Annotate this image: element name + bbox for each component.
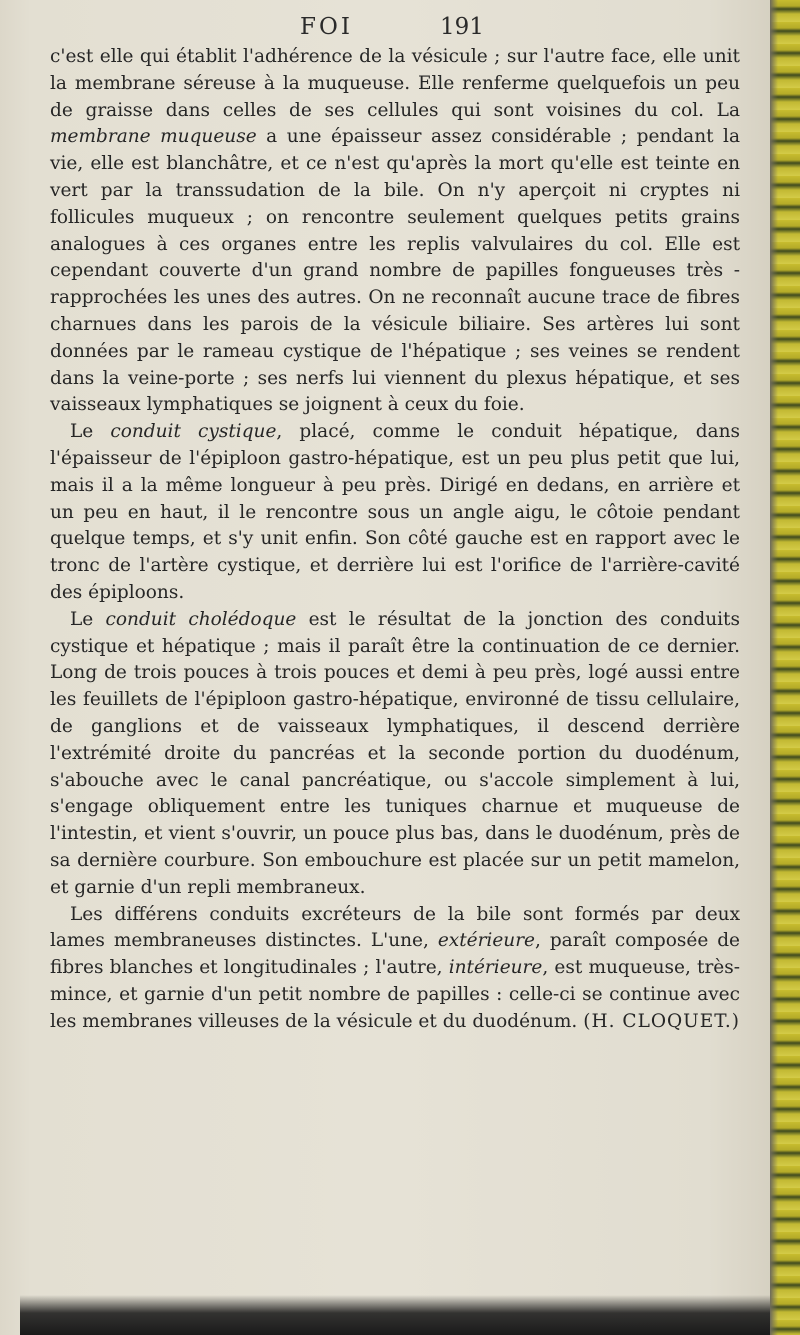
author-signature: (H. CLOQUET.) — [583, 1010, 740, 1032]
text-segment: Le — [70, 608, 106, 630]
italic-term: conduit cholédoque — [105, 608, 297, 630]
paragraph — [50, 607, 740, 902]
body-text — [50, 44, 740, 1035]
paragraph — [50, 44, 740, 419]
text-segment: , est muqueuse, très-mince, et garnie d'un petit nombre de papilles : celle-ci se continue avec les membranes villeuses de la vésicule et du duodénum. — [50, 957, 740, 1032]
text-segment: , paraît composée de fibres blanches et longitudinales ; l'autre, — [50, 930, 740, 979]
page-bottom-shadow — [20, 1295, 770, 1335]
text-segment: Les différens conduits excréteurs de la bile sont formés par deux lames membraneuses distinctes. L'une, — [50, 903, 740, 952]
text-segment: est le résultat de la jonction des conduits cystique et hépatique ; mais il paraît être la continuation de ce dernier. Long de trois pouces à trois pouces et demi à peu près, logé aussi entre les feuillets de l'épiploon gastro-hépatique, environné de tissu cellulaire, de ganglions et de vaisseaux lymphatiques, il descend derrière l'extrémité droite du pancréas et la seconde portion du duodénum, s'abouche avec le canal pancréatique, ou s'accole simplement à lui, s'engage obliquement entre les tuniques charnue et muqueuse de l'intestin, et vient s'ouvrir, un pouce plus bas, dans le duodénum, près de sa dernière courbure. Son embouchure est placée sur un petit mamelon, et garnie d'un repli membraneux. — [50, 608, 740, 898]
italic-term: conduit cystique — [110, 421, 277, 443]
running-head — [0, 14, 770, 44]
binding-edge — [770, 0, 800, 1335]
running-head-title: FOI — [300, 14, 353, 40]
text-segment: c'est elle qui établit l'adhérence de la vésicule ; sur l'autre face, elle unit la membrane séreuse à la muqueuse. Elle renferme quelquefois un peu de graisse dans celles de ses cellules qui sont voisines du col. La — [50, 46, 740, 121]
text-segment: Le — [70, 421, 111, 443]
text-segment: , placé, comme le conduit hépatique, dans l'épaisseur de l'épiploon gastro-hépatique, est un peu plus petit que lui, mais il a la même longueur à peu près. Dirigé en dedans, en arrière et un peu en haut, il le rencontre sous un angle aigu, le côtoie pendant quelque temps, et s'y unit enfin. Son côté gauche est en rapport avec le tronc de l'artère cystique, et derrière lui est l'orifice de l'arrière-cavité des épiploons. — [50, 421, 740, 603]
italic-term: intérieure — [448, 957, 543, 979]
page-number: 191 — [440, 14, 484, 40]
italic-term: membrane muqueuse — [50, 126, 257, 148]
italic-term: extérieure — [437, 930, 535, 952]
text-segment: a une épaisseur assez considérable ; pendant la vie, elle est blanchâtre, et ce n'est qu'après la mort qu'elle est teinte en vert par la transsudation de la bile. On n'y aperçoit ni cryptes ni follicules muqueux ; on rencontre seulement quelques petits grains analogues à ces organes entre les replis valvulaires du col. Elle est cependant couverte d'un grand nombre de papilles fongueuses très - rapprochées les unes des autres. On ne reconnaît aucune trace de fibres charnues dans les parois de la vésicule biliaire. Ses artères lui sont données par le rameau cystique de l'hépatique ; ses veines se rendent dans la veine-porte ; ses nerfs lui viennent du plexus hépatique, et ses vaisseaux lymphatiques se joignent à ceux du foie. — [50, 126, 740, 416]
paragraph — [50, 419, 740, 607]
